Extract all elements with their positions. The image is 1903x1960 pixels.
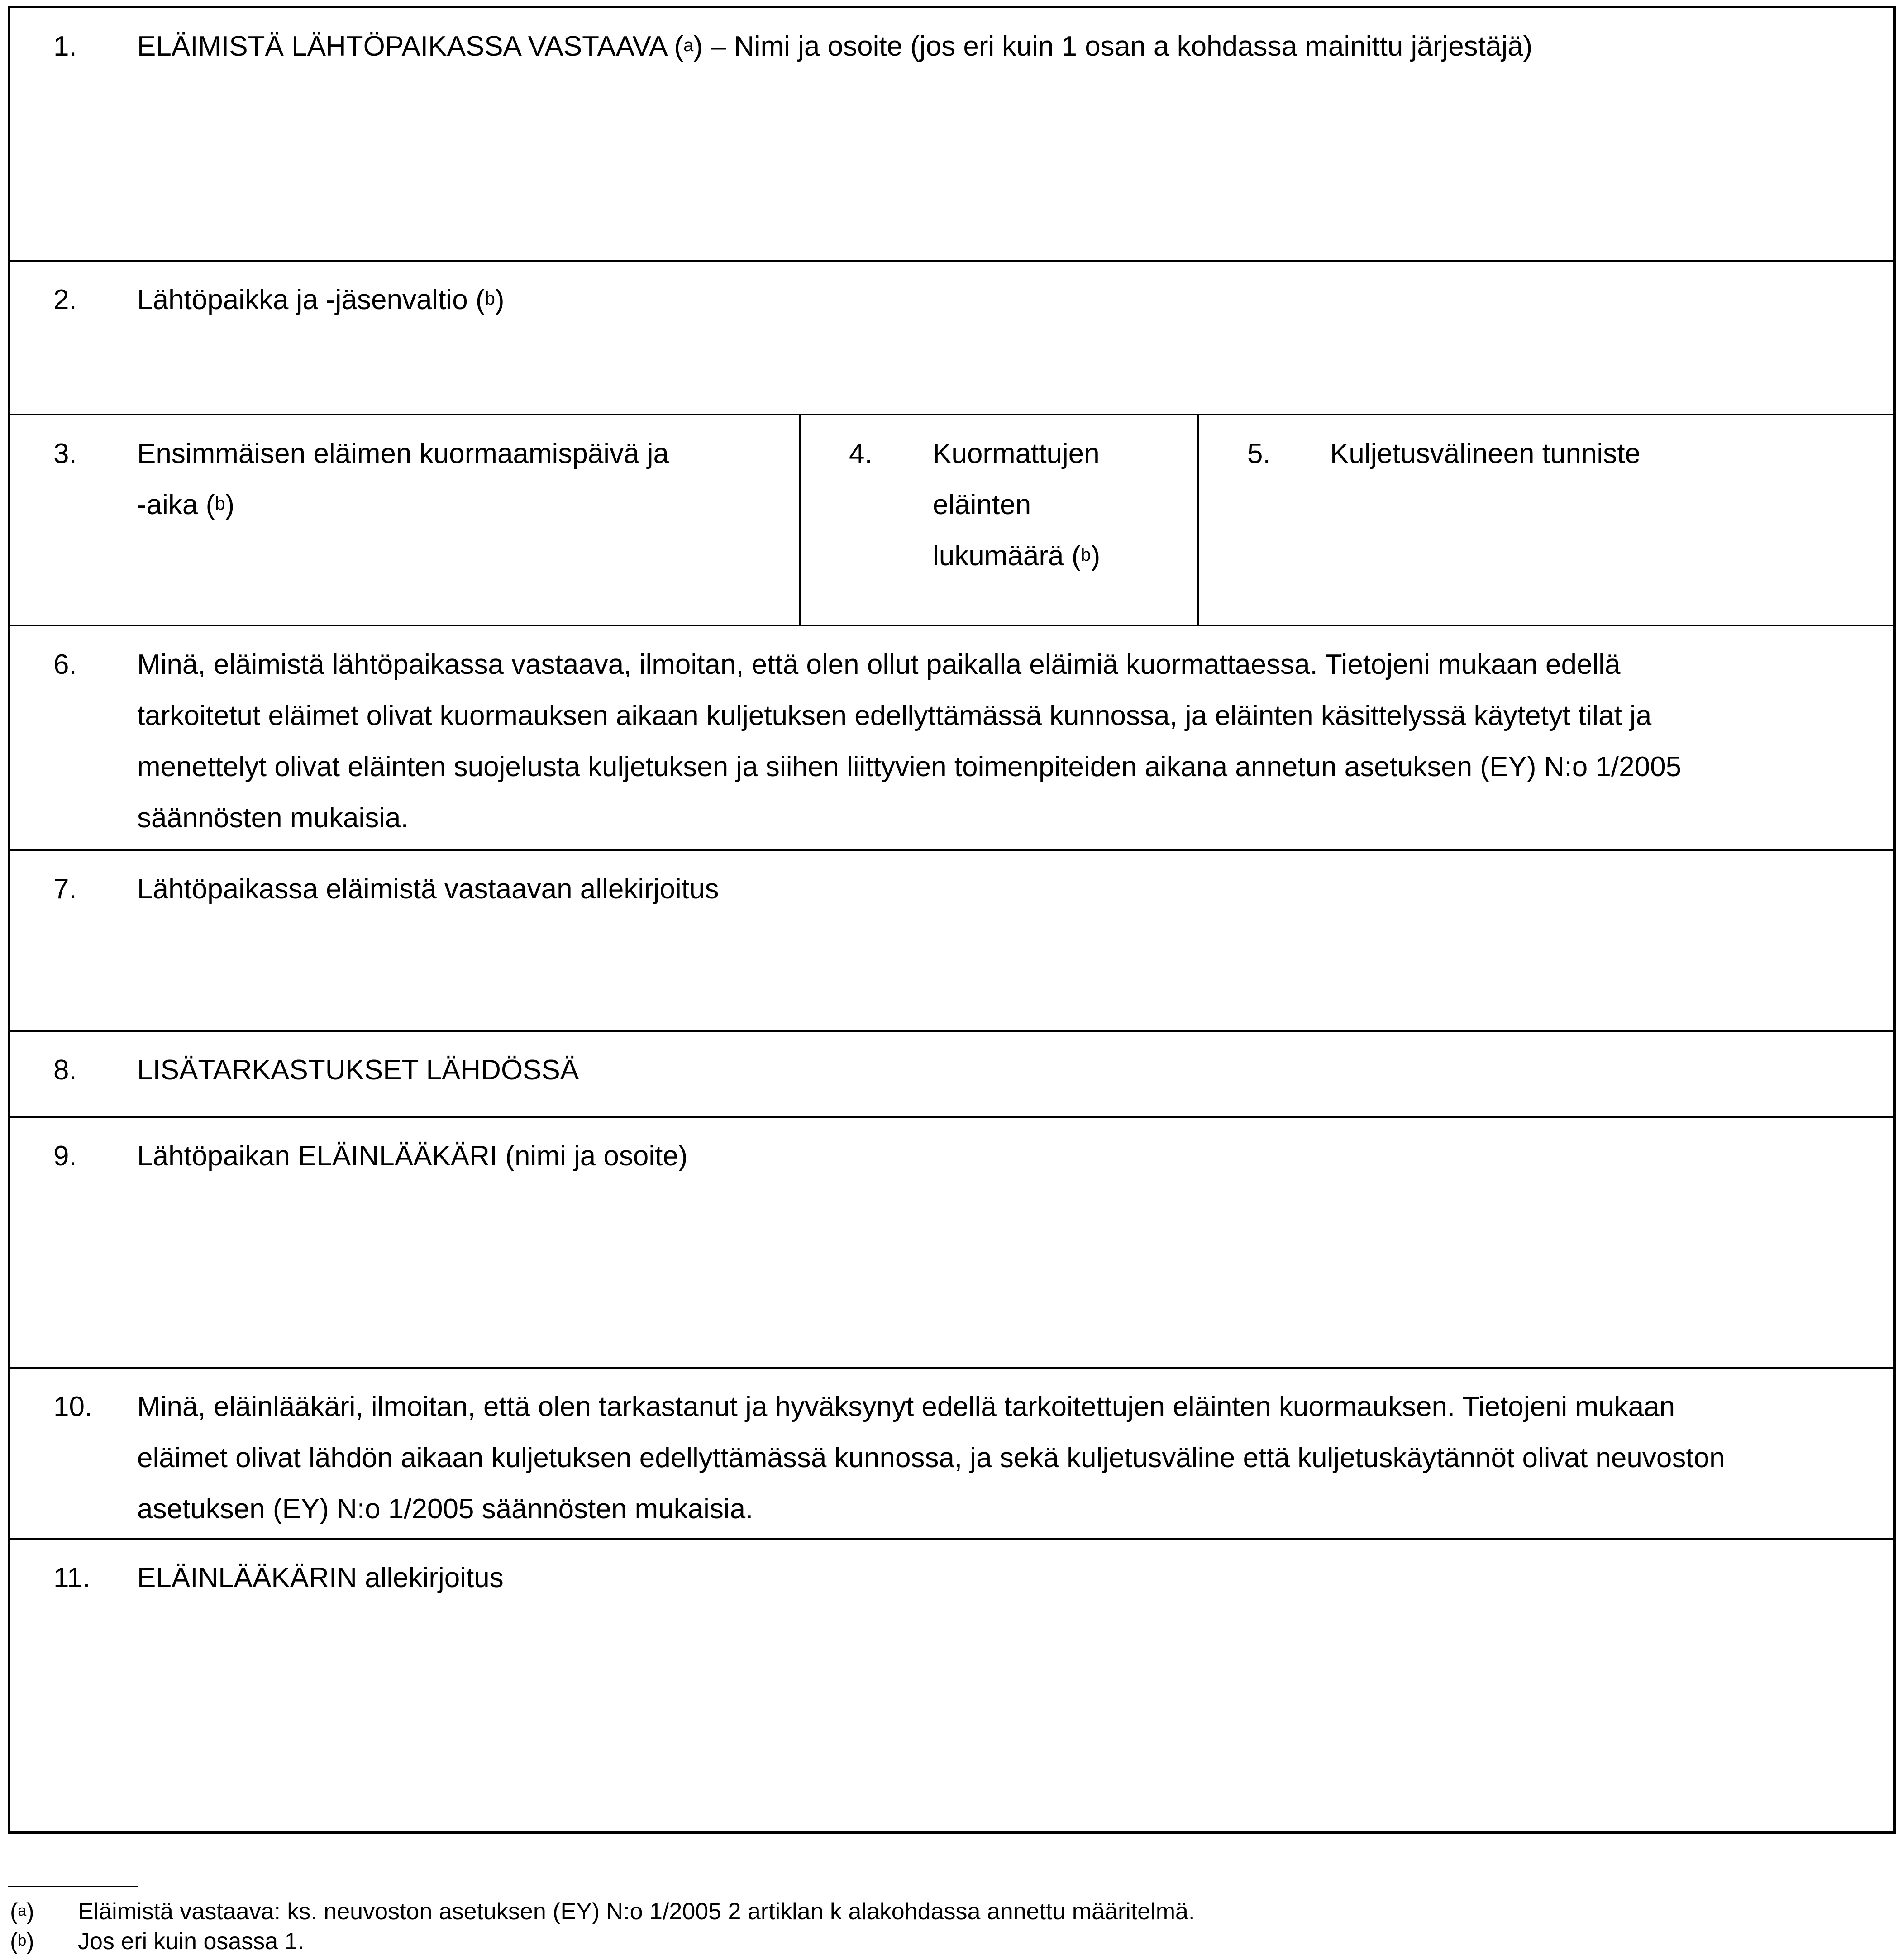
footnote-ref-b: b bbox=[215, 494, 225, 514]
footnote-ref-b: b bbox=[1081, 545, 1091, 565]
field-5-label: Kuljetusvälineen tunniste bbox=[1330, 438, 1641, 469]
column-divider bbox=[1197, 415, 1199, 625]
field-9-label: Lähtöpaikan ELÄINLÄÄKÄRI (nimi ja osoite) bbox=[137, 1140, 688, 1172]
field-3-number: 3. bbox=[53, 438, 77, 469]
footnote-marker: ($^a$) bbox=[10, 1898, 34, 1925]
footnote-ref-b: b bbox=[485, 289, 495, 309]
field-7-label: Lähtöpaikassa eläimistä vastaavan allekirjoitus bbox=[137, 873, 719, 905]
footnote-separator bbox=[8, 1886, 138, 1887]
field-1-label: ELÄIMISTÄ LÄHTÖPAIKASSA VASTAAVA ($^a$) – Nimi ja osoite (jos eri kuin 1 osan a kohdassa mainittu järjestäjä) bbox=[137, 31, 1533, 62]
field-10-declaration bbox=[137, 1381, 1826, 1535]
field-8-row bbox=[10, 1030, 1893, 1116]
fields-3-5-row bbox=[10, 414, 1893, 625]
field-11-number: 11. bbox=[53, 1562, 91, 1593]
field-7-row bbox=[10, 849, 1893, 1030]
declaration-line: asetuksen (EY) N:o 1/2005 säännösten mukaisia. bbox=[137, 1493, 754, 1525]
field-8-label: LISÄTARKASTUKSET LÄHDÖSSÄ bbox=[137, 1054, 579, 1086]
field-3-label: Ensimmäisen eläimen kuormaamispäivä ja -aika ($^b$) bbox=[137, 438, 669, 520]
field-9-number: 9. bbox=[53, 1140, 77, 1172]
declaration-line: menettelyt olivat eläinten suojelusta kuljetuksen ja siihen liittyvien toimenpiteiden aikana annetun asetuksen (EY) N:o 1/2005 bbox=[137, 751, 1682, 782]
field-8-number: 8. bbox=[53, 1054, 77, 1086]
field-11-label: ELÄINLÄÄKÄRIN allekirjoitus bbox=[137, 1562, 504, 1593]
footnote-text: Jos eri kuin osassa 1. bbox=[78, 1928, 305, 1955]
footnote-marker: ($^b$) bbox=[10, 1928, 34, 1955]
declaration-line: eläimet olivat lähdön aikaan kuljetuksen edellyttämässä kunnossa, ja sekä kuljetusväline että kuljetuskäytännöt olivat neuvoston bbox=[137, 1442, 1725, 1474]
declaration-line: tarkoitetut eläimet olivat kuormauksen aikaan kuljetuksen edellyttämässä kunnossa, ja eläinten käsittelyssä käytetyt tilat ja bbox=[137, 700, 1652, 731]
field-6-number: 6. bbox=[53, 649, 77, 680]
footnote-ref-a: a bbox=[683, 35, 694, 55]
field-4-label: Kuormattujen eläinten lukumäärä ($^b$) bbox=[933, 438, 1101, 572]
field-2-label: Lähtöpaikka ja -jäsenvaltio ($^b$) bbox=[137, 284, 505, 315]
field-10-row bbox=[10, 1367, 1893, 1538]
field-2-row bbox=[10, 260, 1893, 414]
declaration-line: Minä, eläinlääkäri, ilmoitan, että olen tarkastanut ja hyväksynyt edellä tarkoitettujen eläinten kuormauksen. Tietojeni mukaan bbox=[137, 1391, 1675, 1422]
field-6-row bbox=[10, 625, 1893, 849]
field-10-number: 10. bbox=[53, 1391, 93, 1422]
field-7-number: 7. bbox=[53, 873, 77, 905]
field-1-number: 1. bbox=[53, 31, 77, 62]
field-2-number: 2. bbox=[53, 284, 77, 315]
footnote-text: Eläimistä vastaava: ks. neuvoston asetuksen (EY) N:o 1/2005 2 artiklan k alakohdassa annettu määritelmä. bbox=[78, 1898, 1195, 1925]
field-4-number: 4. bbox=[849, 438, 873, 469]
field-6-declaration bbox=[137, 639, 1826, 844]
certificate-form bbox=[8, 6, 1896, 1834]
declaration-line: säännösten mukaisia. bbox=[137, 802, 409, 834]
declaration-line: Minä, eläimistä lähtöpaikassa vastaava, ilmoitan, että olen ollut paikalla eläimiä kuormattaessa. Tietojeni mukaan edellä bbox=[137, 649, 1621, 680]
field-11-row bbox=[10, 1538, 1893, 1834]
column-divider bbox=[799, 415, 801, 625]
field-5-number: 5. bbox=[1247, 438, 1271, 469]
field-1-row bbox=[10, 8, 1893, 260]
field-9-row bbox=[10, 1116, 1893, 1367]
